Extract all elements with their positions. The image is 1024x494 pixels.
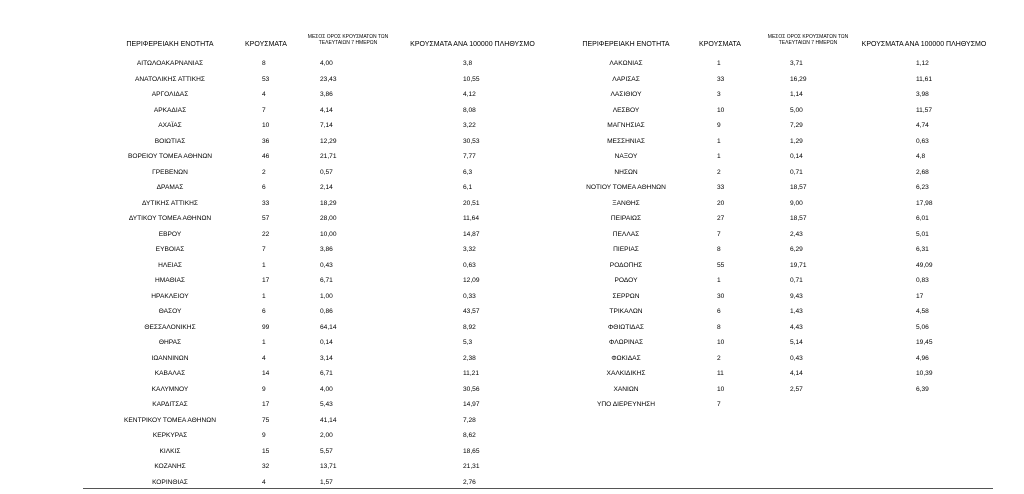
avg7-value: 3,14 [320, 354, 333, 362]
cases-value: 9 [717, 122, 721, 129]
region-name: ΘΕΣΣΑΛΟΝΙΚΗΣ [144, 323, 196, 331]
avg7-value: 3,86 [320, 91, 333, 98]
per100k-value: 43,57 [463, 308, 480, 315]
per100k-value: 17 [916, 292, 924, 300]
avg7-value: 19,71 [790, 261, 807, 269]
cases-value: 53 [262, 75, 270, 83]
region-name: ΣΕΡΡΩΝ [612, 292, 640, 300]
per100k-value: 0,63 [916, 137, 929, 145]
per100k-value: 12,09 [463, 277, 480, 284]
cases-value: 4 [262, 478, 266, 486]
right-table [0, 56, 1024, 413]
avg7-value: 18,57 [790, 184, 807, 191]
cases-value: 8 [717, 246, 721, 253]
per100k-value: 8,08 [463, 106, 476, 114]
cases-value: 1 [717, 137, 721, 145]
cases-value: 10 [717, 106, 725, 114]
avg7-value: 0,43 [320, 261, 333, 269]
per100k-value: 19,45 [916, 339, 933, 346]
cases-value: 1 [717, 60, 721, 67]
region-name: ΧΑΛΚΙΔΙΚΗΣ [606, 370, 646, 377]
per100k-value: 21,31 [463, 463, 480, 470]
per100k-value: 6,23 [916, 184, 929, 191]
avg7-value: 5,43 [320, 401, 333, 408]
per100k-value: 6,1 [463, 184, 473, 191]
region-name: ΛΕΣΒΟΥ [612, 106, 640, 114]
per100k-value: 14,97 [463, 401, 480, 408]
avg7-value: 0,14 [790, 153, 803, 160]
region-name: ΛΑΡΙΣΑΣ [612, 75, 640, 83]
cases-value: 14 [262, 370, 270, 377]
avg7-value: 12,29 [320, 137, 337, 145]
cases-value: 17 [262, 401, 270, 408]
avg7-value: 6,71 [320, 370, 333, 377]
region-name: ΔΡΑΜΑΣ [156, 184, 184, 191]
per100k-value: 3,32 [463, 246, 476, 253]
avg7-value: 1,29 [790, 137, 803, 145]
region-name: ΧΑΝΙΩΝ [613, 385, 639, 393]
per100k-value: 10,55 [463, 75, 480, 83]
per100k-value: 8,92 [463, 323, 476, 331]
cases-value: 15 [262, 447, 270, 455]
cases-value: 2 [262, 168, 266, 176]
cases-value: 3 [717, 91, 721, 98]
table-row [0, 72, 1024, 88]
cases-value: 4 [262, 354, 266, 362]
region-name: ΚΑΡΔΙΤΣΑΣ [152, 401, 188, 408]
table-row [0, 165, 1024, 181]
avg7-value: 7,14 [320, 122, 333, 129]
cases-value: 33 [717, 184, 725, 191]
table-row [0, 118, 1024, 134]
per100k-value: 7,77 [463, 153, 476, 160]
avg7-value: 5,57 [320, 447, 333, 455]
cases-value: 55 [717, 261, 725, 269]
cases-value: 7 [717, 230, 721, 238]
avg7-value: 1,00 [320, 292, 333, 300]
region-name: ΔΥΤΙΚΟΥ ΤΟΜΕΑ ΑΘΗΝΩΝ [128, 215, 212, 222]
region-name: ΠΕΛΛΑΣ [612, 230, 640, 238]
table-row [0, 196, 1024, 212]
region-name: ΤΡΙΚΑΛΩΝ [609, 308, 643, 315]
cases-value: 6 [262, 184, 266, 191]
region-name: ΔΥΤΙΚΗΣ ΑΤΤΙΚΗΣ [142, 199, 198, 207]
region-name: ΕΒΡΟΥ [158, 230, 182, 238]
cases-value: 6 [717, 308, 721, 315]
per100k-value: 11,57 [916, 106, 933, 114]
cases-value: 1 [262, 292, 266, 300]
avg7-value: 23,43 [320, 75, 337, 83]
header-avg-right [756, 34, 860, 46]
header-region-left: ΠΕΡΙΦΕΡΕΙΑΚΗ ΕΝΟΤΗΤΑ [126, 41, 214, 48]
avg7-value: 2,57 [790, 385, 803, 393]
per100k-value: 6,31 [916, 246, 929, 253]
cases-value: 7 [717, 401, 721, 408]
per100k-value: 20,51 [463, 199, 480, 207]
table-row [0, 56, 1024, 72]
avg7-value: 41,14 [320, 416, 337, 424]
avg7-value: 0,57 [320, 168, 333, 176]
region-name: ΙΩΑΝΝΙΝΩΝ [151, 354, 189, 362]
region-name: ΚΕΝΤΡΙΚΟΥ ΤΟΜΕΑ ΑΘΗΝΩΝ [124, 416, 216, 424]
cases-value: 10 [717, 385, 725, 393]
region-name: ΑΡΓΟΛΙΔΑΣ [151, 91, 189, 98]
per100k-value: 7,28 [463, 416, 476, 424]
table-row [0, 273, 1024, 289]
per100k-value: 2,38 [463, 354, 476, 362]
table-row [0, 134, 1024, 150]
region-name: ΠΙΕΡΙΑΣ [613, 246, 639, 253]
avg7-value: 1,43 [790, 308, 803, 315]
avg7-value: 18,29 [320, 199, 337, 207]
table-row [0, 289, 1024, 305]
table-row [0, 320, 1024, 336]
table-row [0, 366, 1024, 382]
avg7-value: 3,86 [320, 246, 333, 253]
avg7-value: 2,14 [320, 184, 333, 191]
cases-value: 8 [717, 323, 721, 331]
per100k-value: 17,98 [916, 199, 933, 207]
per100k-value: 49,09 [916, 261, 933, 269]
cases-value: 2 [717, 354, 721, 362]
avg7-value: 4,00 [320, 385, 333, 393]
region-name: ΑΝΑΤΟΛΙΚΗΣ ΑΤΤΙΚΗΣ [135, 75, 205, 83]
region-name: ΛΑΚΩΝΙΑΣ [609, 60, 643, 67]
header-avg-right-line1: ΜΕΣΟΣ ΟΡΟΣ ΚΡΟΥΣΜΑΤΩΝ ΤΩΝ [767, 34, 849, 40]
avg7-value: 18,57 [790, 215, 807, 222]
per100k-value: 11,61 [916, 75, 933, 83]
table-row [0, 87, 1024, 103]
avg7-value: 4,00 [320, 60, 333, 67]
avg7-value: 2,00 [320, 432, 333, 439]
avg7-value: 1,14 [790, 91, 803, 98]
cases-value: 75 [262, 416, 270, 424]
header-avg-left-line1: ΜΕΣΟΣ ΟΡΟΣ ΚΡΟΥΣΜΑΤΩΝ ΤΩΝ [307, 34, 389, 40]
avg7-value: 0,43 [790, 354, 803, 362]
per100k-value: 6,01 [916, 215, 929, 222]
region-name: ΒΟΙΩΤΙΑΣ [154, 137, 186, 145]
avg7-value: 2,43 [790, 230, 803, 238]
per100k-value: 5,06 [916, 323, 929, 331]
avg7-value: 3,71 [790, 60, 803, 67]
table-row [0, 413, 520, 429]
cases-value: 27 [717, 215, 725, 222]
region-name: ΠΕΙΡΑΙΩΣ [610, 215, 642, 222]
per100k-value: 30,53 [463, 137, 480, 145]
per100k-value: 4,12 [463, 91, 476, 98]
region-name: ΛΑΣΙΘΙΟΥ [610, 91, 642, 98]
cases-value: 99 [262, 323, 270, 331]
cases-value: 32 [262, 463, 270, 470]
per100k-value: 3,8 [463, 60, 473, 67]
header-avg-left-line2: ΤΕΛΕΥΤΑΙΩΝ 7 ΗΜΕΡΩΝ [318, 40, 378, 46]
per100k-value: 0,33 [463, 292, 476, 300]
region-name: ΝΗΣΩΝ [614, 168, 638, 176]
per100k-value: 6,3 [463, 168, 473, 176]
region-name: ΚΙΛΚΙΣ [159, 447, 181, 455]
cases-value: 10 [262, 122, 270, 129]
avg7-value: 4,14 [320, 106, 333, 114]
avg7-value: 0,86 [320, 308, 333, 315]
region-name: ΗΜΑΘΙΑΣ [155, 277, 185, 284]
header-avg-left [298, 34, 398, 46]
avg7-value: 10,00 [320, 230, 337, 238]
region-name: ΚΕΡΚΥΡΑΣ [152, 432, 188, 439]
table-row [0, 103, 1024, 119]
table-row [0, 242, 1024, 258]
cases-value: 7 [262, 106, 266, 114]
per100k-value: 10,39 [916, 370, 933, 377]
cases-value: 1 [717, 277, 721, 284]
avg7-value: 9,43 [790, 292, 803, 300]
avg7-value: 4,14 [790, 370, 803, 377]
table-row [0, 351, 1024, 367]
region-name: ΒΟΡΕΙΟΥ ΤΟΜΕΑ ΑΘΗΝΩΝ [127, 153, 213, 160]
header-per100k-left: ΚΡΟΥΣΜΑΤΑ ΑΝΑ 100000 ΠΛΗΘΥΣΜΟ [410, 41, 535, 48]
table-row [0, 304, 1024, 320]
table-row [0, 227, 1024, 243]
cases-value: 57 [262, 215, 270, 222]
cases-value: 8 [262, 60, 266, 67]
region-name: ΚΑΛΥΜΝΟΥ [151, 385, 189, 393]
avg7-value: 64,14 [320, 323, 337, 331]
cases-value: 33 [717, 75, 725, 83]
cases-value: 1 [717, 153, 721, 160]
avg7-value: 5,14 [790, 339, 803, 346]
table-row [0, 382, 1024, 398]
per100k-value: 2,68 [916, 168, 929, 176]
cases-value: 30 [717, 292, 725, 300]
region-name: ΓΡΕΒΕΝΩΝ [152, 168, 188, 176]
cases-value: 9 [262, 432, 266, 439]
per100k-value: 11,21 [463, 370, 480, 377]
region-name: ΗΛΕΙΑΣ [158, 261, 182, 269]
region-name: ΦΛΩΡΙΝΑΣ [608, 339, 644, 346]
region-name: ΑΙΤΩΛΟΑΚΑΡΝΑΝΙΑΣ [136, 60, 204, 67]
avg7-value: 13,71 [320, 463, 337, 470]
per100k-value: 30,56 [463, 385, 480, 393]
per100k-value: 11,64 [463, 215, 480, 222]
region-name: ΞΑΝΘΗΣ [612, 199, 640, 207]
table-row [0, 335, 1024, 351]
per100k-value: 6,39 [916, 385, 929, 393]
region-name: ΑΡΚΑΔΙΑΣ [153, 106, 187, 114]
avg7-value: 7,29 [790, 122, 803, 129]
header-per100k-right: ΚΡΟΥΣΜΑΤΑ ΑΝΑ 100000 ΠΛΗΘΥΣΜΟ [861, 41, 987, 48]
per100k-value: 5,01 [916, 230, 929, 238]
region-name: ΚΑΒΑΛΑΣ [154, 370, 186, 377]
region-name: ΦΩΚΙΔΑΣ [611, 354, 641, 362]
per100k-value: 5,3 [463, 339, 473, 346]
cases-value: 33 [262, 199, 270, 207]
cases-value: 22 [262, 230, 270, 238]
table-row [0, 397, 1024, 413]
avg7-value: 21,71 [320, 153, 337, 160]
table-row [0, 180, 1024, 196]
avg7-value: 4,43 [790, 323, 803, 331]
region-name: ΘΗΡΑΣ [158, 339, 182, 346]
table-row [0, 149, 1024, 165]
region-name: ΥΠΟ ΔΙΕΡΕΥΝΗΣΗ [597, 401, 655, 408]
region-name: ΑΧΑΪΑΣ [158, 122, 182, 129]
per100k-value: 2,76 [463, 478, 476, 486]
region-name: ΕΥΒΟΙΑΣ [155, 246, 185, 253]
header-avg-right-line2: ΤΕΛΕΥΤΑΙΩΝ 7 ΗΜΕΡΩΝ [778, 40, 838, 46]
table-row [0, 211, 1024, 227]
per100k-value: 8,62 [463, 432, 476, 439]
avg7-value: 0,71 [790, 168, 803, 176]
region-name: ΡΟΔΟΥ [614, 277, 638, 284]
table-row [0, 428, 520, 444]
avg7-value: 0,14 [320, 339, 333, 346]
per100k-value: 3,22 [463, 122, 476, 129]
table-row [0, 258, 1024, 274]
region-name: ΝΑΞΟΥ [614, 153, 638, 160]
region-name: ΗΡΑΚΛΕΙΟΥ [151, 292, 189, 300]
bottom-rule [83, 488, 993, 489]
per100k-value: 1,12 [916, 60, 929, 67]
table-row [0, 459, 520, 475]
cases-value: 4 [262, 91, 266, 98]
cases-value: 36 [262, 137, 270, 145]
cases-value: 9 [262, 385, 266, 393]
per100k-value: 4,58 [916, 308, 929, 315]
avg7-value: 9,00 [790, 199, 803, 207]
cases-value: 20 [717, 199, 725, 207]
cases-value: 11 [717, 370, 724, 377]
header-region-right: ΠΕΡΙΦΕΡΕΙΑΚΗ ΕΝΟΤΗΤΑ [582, 41, 670, 48]
cases-value: 6 [262, 308, 266, 315]
region-name: ΜΕΣΣΗΝΙΑΣ [607, 137, 645, 145]
header-cases-left: ΚΡΟΥΣΜΑΤΑ [245, 41, 287, 48]
per100k-value: 0,83 [916, 277, 929, 284]
per100k-value: 0,63 [463, 261, 476, 269]
cases-value: 1 [262, 261, 266, 269]
avg7-value: 5,00 [790, 106, 803, 114]
table-row [0, 444, 520, 460]
per100k-value: 4,96 [916, 354, 929, 362]
per100k-value: 3,98 [916, 91, 929, 98]
avg7-value: 6,29 [790, 246, 803, 253]
header-cases-right: ΚΡΟΥΣΜΑΤΑ [699, 41, 741, 48]
region-name: ΡΟΔΟΠΗΣ [609, 261, 643, 269]
cases-value: 17 [262, 277, 270, 284]
region-name: ΚΟΖΑΝΗΣ [154, 463, 186, 470]
per100k-value: 4,74 [916, 122, 929, 129]
avg7-value: 6,71 [320, 277, 333, 284]
cases-value: 46 [262, 153, 270, 160]
region-name: ΚΟΡΙΝΘΙΑΣ [152, 478, 188, 486]
cases-value: 2 [717, 168, 721, 176]
region-name: ΜΑΓΝΗΣΙΑΣ [607, 122, 645, 129]
avg7-value: 1,57 [320, 478, 333, 486]
cases-value: 10 [717, 339, 725, 346]
avg7-value: 0,71 [790, 277, 803, 284]
per100k-value: 14,87 [463, 230, 480, 238]
avg7-value: 28,00 [320, 215, 337, 222]
avg7-value: 16,29 [790, 75, 807, 83]
cases-value: 7 [262, 246, 266, 253]
per100k-value: 4,8 [916, 153, 926, 160]
region-name: ΝΟΤΙΟΥ ΤΟΜΕΑ ΑΘΗΝΩΝ [586, 184, 666, 191]
per100k-value: 18,65 [463, 447, 480, 455]
region-name: ΘΑΣΟΥ [158, 308, 182, 315]
region-name: ΦΘΙΩΤΙΔΑΣ [608, 323, 644, 331]
cases-value: 1 [262, 339, 266, 346]
